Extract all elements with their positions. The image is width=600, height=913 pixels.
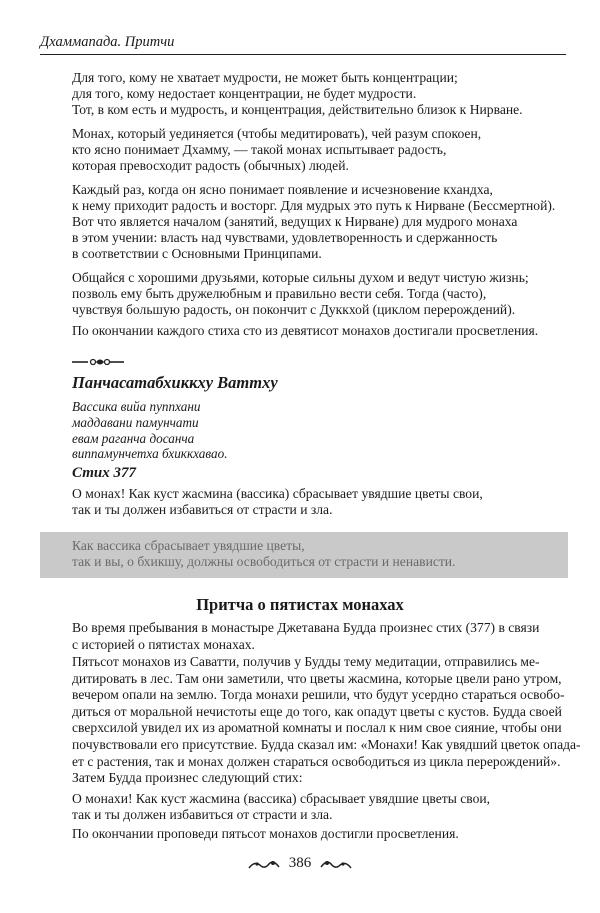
ornament-divider-icon [72,357,132,367]
closing-text: По окончании проповеди пятьсот монахов достигли просветления. [72,826,459,841]
parable-title: Притча о пятистах монахах [196,595,404,614]
stanza-line: так и ты должен избавиться от страсти и зла. [72,502,333,518]
verse-line: к нему приходит радость и восторг. Для мудрых это путь к Нирване (Бессмертной). [72,198,556,214]
paragraph-line: Во время пребывания в монастыре Джетавана Будда произнес стих (377) в связи [72,620,540,635]
page-number: 386 [288,855,312,871]
parable-paragraph [72,654,581,770]
paragraph-line: Пятьсот монахов из Саватти, получив у Будды тему медитации, отправились ме- [72,654,540,669]
verse-line: в соответствии с Основными Принципами. [72,246,322,262]
verse-block [72,182,555,214]
highlight-line: так и вы, о бхикшу, должны освободиться от страсти и ненависти. [72,554,456,570]
closing-line [72,826,459,842]
paragraph-line: дитировать в лес. Там они заметили, что цветы жасмина, которые цвели рано утром, [72,670,562,686]
pali-line: маддавани памунчати [72,414,199,430]
pali-verse [72,399,228,462]
paragraph-line: почувствовали его присутствие. Будда сказал им: «Монахи! Как увядший цветок опада- [72,736,581,752]
stanza-line: О монах! Как куст жасмина (вассика) сбрасывает увядшие цветы свои, [72,486,483,501]
verse-block [72,323,538,339]
verse-line: чувствуя большую радость, он покончит с Дуккхой (циклом перерождений). [72,302,516,318]
running-header-title: Дхаммапада. Притчи [40,34,175,50]
highlight-line: Как вассика сбрасывает увядшие цветы, [72,538,305,553]
verse-line: Общайся с хорошими друзьями, которые сильны духом и ведут чистую жизнь; [72,270,529,285]
verse-line: Для того, кому не хватает мудрости, не может быть концентрации; [72,70,458,85]
stanza-text [72,486,483,518]
parable-paragraph [72,620,542,653]
footer-ornament-left-icon [247,858,281,870]
paragraph-line: сверхсилой увидел их из ароматной комнаты и послал к ним свое сияние, чтобы они [72,720,562,736]
verse-block [72,126,481,175]
verse-line: Каждый раз, когда он ясно понимает появление и исчезновение кхандха, [72,182,493,197]
page-footer [0,855,600,872]
footer-ornament-right-icon [319,858,353,870]
verse-line: которая превосходит радость (обычных) людей. [72,158,349,174]
verse-line: кто ясно понимает Дхамму, — такой монах испытывает радость, [72,142,447,158]
parable-verse [72,791,490,823]
pali-line: Вассика вийа пуппхани [72,399,201,414]
verse-line: Тот, в ком есть и мудрость, и концентрация, действительно близок к Нирване. [72,102,523,118]
verse-line: Вот что является началом (занятий, ведущих к Нирване) для мудрого монаха [72,214,518,229]
verse-line: По окончании каждого стиха сто из девятисот монахов достигали просветления. [72,323,539,338]
highlight-box [40,532,568,578]
paragraph-line: Затем Будда произнес следующий стих: [72,770,303,785]
paragraph-line: диться от моральной нечистоты еще до того, как опадут цветы с кустов. Будда своей [72,703,562,719]
section-title: Панчасатабхиккху Ваттху [72,373,278,392]
verse-block [72,214,517,263]
parable-paragraph [72,770,542,787]
verse-line: так и ты должен избавиться от страсти и зла. [72,807,333,823]
verse-line: для того, кому недостает концентрации, не будет мудрости. [72,86,417,102]
paragraph-line: вечером опали на землю. Тогда монахи решили, что будут усердно стараться освобо- [72,687,565,703]
verse-line: позволь ему быть дружелюбным и правильно вести себя. Тогда (часто), [72,286,487,302]
verse-line: Монах, который уединяется (чтобы медитировать), чей разум спокоен, [72,126,482,141]
paragraph-line: ет с растения, так и монах должен стараться освободиться из цикла перерождений». [72,753,561,769]
paragraph-line: с историей о пятистах монахах. [72,636,255,652]
verse-block [72,270,529,319]
verse-block [72,70,523,119]
running-header [40,34,566,55]
verse-line: в этом учении: власть над чувствами, удовлетворенность и сдержанность [72,230,498,246]
verse-line: О монахи! Как куст жасмина (вассика) сбрасывает увядшие цветы свои, [72,791,491,806]
pali-line: виппамунчетха бхиккхавао. [72,446,228,462]
stanza-title: Стих 377 [72,465,136,481]
pali-line: евам раганча досанча [72,430,195,446]
